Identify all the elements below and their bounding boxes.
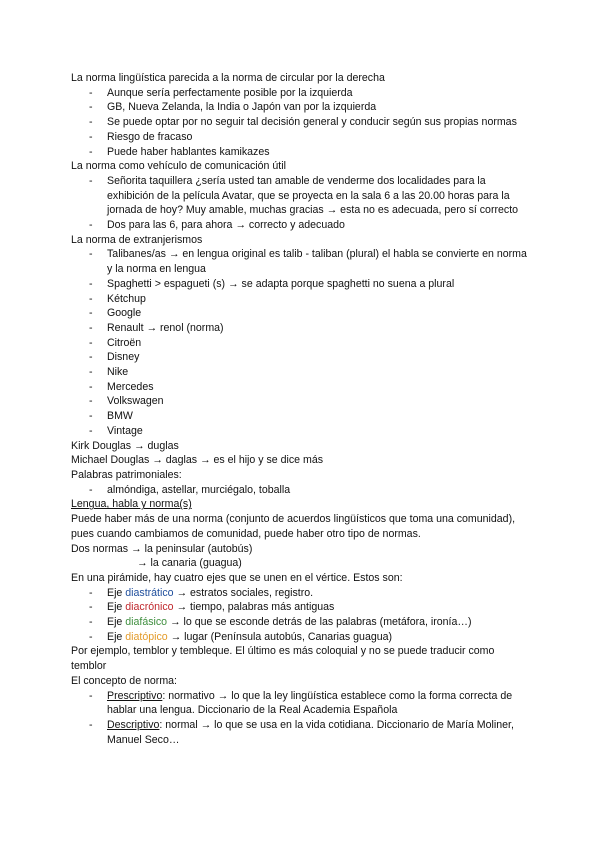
list-item: - Kétchup: [71, 292, 531, 307]
heading-concepto: El concepto de norma:: [71, 674, 177, 687]
list-item: - Nike: [71, 365, 531, 380]
concepto-term: Descriptivo: [107, 718, 160, 731]
list-item: - Talibanes/as → en lengua original es talib - taliban (plural) el habla se convierte en norma y la norma en lengua: [71, 247, 531, 276]
eje-item: - Eje diastrático → estratos sociales, registro.: [71, 586, 531, 601]
eje-term: diatópico: [125, 630, 168, 643]
paragraph: En una pirámide, hay cuatro ejes que se unen en el vértice. Estos son:: [71, 571, 403, 584]
douglas-line: Michael Douglas → daglas → es el hijo y se dice más: [71, 454, 324, 467]
heading-circular: La norma lingüística parecida a la norma de circular por la derecha: [71, 72, 385, 84]
list-item: - Aunque sería perfectamente posible por la izquierda: [71, 86, 531, 101]
list-item: - GB, Nueva Zelanda, la India o Japón van por la izquierda: [71, 100, 531, 115]
eje-item: - Eje diafásico → lo que se esconde detrás de las palabras (metáfora, ironía…): [71, 615, 531, 630]
list-item: - Dos para las 6, para ahora → correcto y adecuado: [71, 218, 531, 233]
list-item: - Google: [71, 306, 531, 321]
list-item: - Citroën: [71, 336, 531, 351]
list-item: - Vintage: [71, 424, 531, 439]
section-title-lengua: Lengua, habla y norma(s): [71, 498, 192, 511]
list-item: - Se puede optar por no seguir tal decisión general y conducir según sus propias normas: [71, 115, 531, 130]
heading-extranjerismos: La norma de extranjerismos: [71, 233, 203, 246]
eje-item: - Eje diatópico → lugar (Península autobús, Canarias guagua): [71, 630, 531, 645]
list-item: - Puede haber hablantes kamikazes: [71, 145, 531, 160]
douglas-line: Kirk Douglas → duglas: [71, 439, 179, 452]
heading-patrimoniales: Palabras patrimoniales:: [71, 468, 182, 481]
notes-body: [71, 71, 531, 747]
eje-item: - Eje diacrónico → tiempo, palabras más antiguas: [71, 600, 531, 615]
list-item: - Spaghetti > espagueti (s) → se adapta porque spaghetti no suena a plural: [71, 277, 531, 292]
list-item: - BMW: [71, 409, 531, 424]
list-item: - almóndiga, astellar, murciégalo, toballa: [71, 483, 531, 498]
list-item: - Volkswagen: [71, 394, 531, 409]
eje-term: diacrónico: [125, 601, 174, 614]
eje-term: diastrático: [125, 586, 174, 599]
paragraph: Dos normas → la peninsular (autobús): [71, 542, 253, 555]
paragraph: Puede haber más de una norma (conjunto de acuerdos lingüísticos que toma una comunidad), pues cuando cambiamos de comunidad, puede haber otro tipo de normas.: [71, 513, 516, 540]
paragraph: Por ejemplo, temblor y tembleque. El último es más coloquial y no se puede traducir como temblor: [71, 645, 495, 673]
paragraph: → la canaria (guagua): [137, 557, 242, 570]
list-item: - Renault → renol (norma): [71, 321, 531, 336]
list-item: - Señorita taquillera ¿sería usted tan amable de venderme dos localidades para la exhibición de la película Avatar, que se proyecta en la sala 6 a las 20.00 horas para la jornada de hoy? Muy amable, muchas gracias → esta no es adecuada, pero sí correcto: [71, 174, 531, 218]
list-item: - Mercedes: [71, 380, 531, 395]
list-item: - Disney: [71, 350, 531, 365]
concepto-item: - Prescriptivo: normativo → lo que la ley lingüística establece como la forma correcta de hablar una lengua. Diccionario de la Real Academia Española: [71, 689, 531, 718]
heading-vehiculo: La norma como vehículo de comunicación útil: [71, 160, 286, 173]
concepto-item: - Descriptivo: normal → lo que se usa en la vida cotidiana. Diccionario de María Moliner, Manuel Seco…: [71, 718, 531, 747]
concepto-term: Prescriptivo: [107, 689, 163, 702]
list-item: - Riesgo de fracaso: [71, 130, 531, 145]
eje-term: diafásico: [125, 616, 168, 629]
